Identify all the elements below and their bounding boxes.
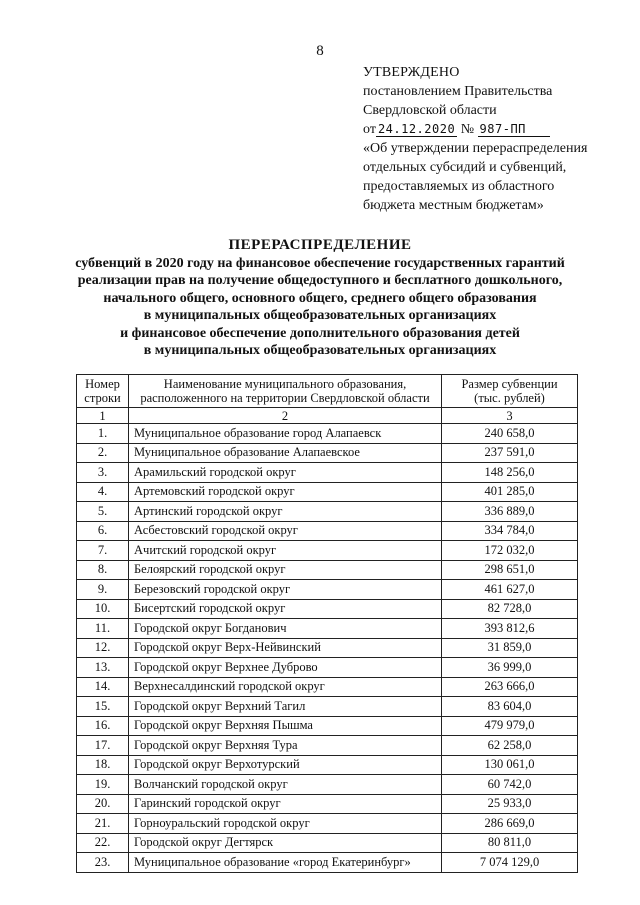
table-row [77,560,578,580]
row-amount: 130 061,0 [442,755,578,775]
table-row [77,658,578,678]
table-row [77,736,578,756]
table-row [77,502,578,522]
table-row [77,541,578,561]
row-amount: 298 651,0 [442,560,578,580]
table-row [77,794,578,814]
table-header-row [77,375,578,408]
approval-ref-line: предоставляемых из областного [363,179,555,194]
table-row [77,599,578,619]
row-name: Бисертский городской округ [129,599,442,619]
approval-block [363,63,587,215]
row-name: Асбестовский городской округ [129,521,442,541]
row-name: Городской округ Дегтярск [129,833,442,853]
row-number: 13. [77,658,129,678]
approval-ref-line: отдельных субсидий и субвенций, [363,160,567,175]
row-amount: 240 658,0 [442,424,578,444]
table-row [77,833,578,853]
row-amount: 237 591,0 [442,443,578,463]
row-number: 7. [77,541,129,561]
heading-line: в муниципальных общеобразовательных организациях [143,308,497,323]
date-prefix: от [363,122,376,137]
header-row-number [77,375,129,408]
row-name: Городской округ Верхнее Дуброво [129,658,442,678]
approval-line: постановлением Правительства [363,84,553,99]
table-row [77,580,578,600]
row-amount: 31 859,0 [442,638,578,658]
row-amount: 334 784,0 [442,521,578,541]
row-name: Арамильский городской округ [129,463,442,483]
column-index: 3 [442,408,578,424]
row-amount: 62 258,0 [442,736,578,756]
heading-line: субвенций в 2020 году на финансовое обеспечение государственных гарантий [75,255,565,271]
approval-ref-line: бюджета местным бюджетам» [363,198,544,213]
row-name: Артинский городской округ [129,502,442,522]
approval-reference [363,139,587,215]
header-text: Номер [85,376,120,391]
row-number: 20. [77,794,129,814]
row-number: 8. [77,560,129,580]
row-name: Муниципальное образование город Алапаевск [129,424,442,444]
row-number: 23. [77,853,129,873]
document-heading [0,237,640,360]
row-name: Волчанский городской округ [129,775,442,795]
header-amount [442,375,578,408]
row-amount: 60 742,0 [442,775,578,795]
approval-date-line [363,120,587,139]
row-number: 2. [77,443,129,463]
row-name: Городской округ Верхняя Тура [129,736,442,756]
row-number: 14. [77,677,129,697]
table-row [77,775,578,795]
row-amount: 479 979,0 [442,716,578,736]
row-amount: 263 666,0 [442,677,578,697]
column-index: 1 [77,408,129,424]
row-name: Верхнесалдинский городской округ [129,677,442,697]
heading-line: и финансовое обеспечение дополнительного образования детей [120,325,520,341]
row-name: Ачитский городской округ [129,541,442,561]
row-amount: 7 074 129,0 [442,853,578,873]
row-number: 10. [77,599,129,619]
heading-line: в муниципальных общеобразовательных организациях [143,343,497,358]
row-number: 4. [77,482,129,502]
row-name: Городской округ Верхний Тагил [129,697,442,717]
header-text: (тыс. рублей) [474,391,545,405]
table-row [77,463,578,483]
approval-ref-line: «Об утверждении перераспределения [363,141,588,156]
row-number: 16. [77,716,129,736]
table-row [77,482,578,502]
number-prefix: № [460,122,475,137]
subvention-table [76,374,578,873]
row-number: 15. [77,697,129,717]
row-number: 17. [77,736,129,756]
heading-line: реализации прав на получение общедоступного и бесплатного дошкольного, [77,273,563,288]
row-number: 5. [77,502,129,522]
row-name: Муниципальное образование «город Екатеринбург» [129,853,442,873]
table-row [77,638,578,658]
row-name: Артемовский городской округ [129,482,442,502]
header-text: строки [84,391,121,405]
row-amount: 336 889,0 [442,502,578,522]
row-number: 12. [77,638,129,658]
header-text: Размер субвенции [461,376,558,391]
heading-line: начального общего, основного общего, среднего общего образования [103,290,537,306]
table-row [77,697,578,717]
row-number: 19. [77,775,129,795]
approval-line: Свердловской области [363,103,497,118]
row-number: 21. [77,814,129,834]
row-number: 3. [77,463,129,483]
row-amount: 25 933,0 [442,794,578,814]
row-name: Городской округ Верх-Нейвинский [129,638,442,658]
table-row [77,853,578,873]
page-number: 8 [316,43,324,59]
table-row [77,521,578,541]
row-amount: 83 604,0 [442,697,578,717]
row-number: 22. [77,833,129,853]
row-name: Городской округ Верхотурский [129,755,442,775]
row-name: Городской округ Верхняя Пышма [129,716,442,736]
row-name: Белоярский городской округ [129,560,442,580]
table-row [77,677,578,697]
row-amount: 82 728,0 [442,599,578,619]
column-index: 2 [129,408,442,424]
row-number: 9. [77,580,129,600]
row-name: Березовский городской округ [129,580,442,600]
header-text: расположенного на территории Свердловской области [140,391,430,405]
row-name: Гаринский городской округ [129,794,442,814]
row-amount: 461 627,0 [442,580,578,600]
row-number: 11. [77,619,129,639]
row-name: Горноуральский городской округ [129,814,442,834]
row-amount: 148 256,0 [442,463,578,483]
row-name: Городской округ Богданович [129,619,442,639]
approval-date: 24.12.2020 [377,122,456,136]
row-amount: 80 811,0 [442,833,578,853]
row-amount: 401 285,0 [442,482,578,502]
table-row [77,619,578,639]
row-amount: 172 032,0 [442,541,578,561]
table-row [77,424,578,444]
approval-title: УТВЕРЖДЕНО [363,65,460,80]
row-name: Муниципальное образование Алапаевское [129,443,442,463]
header-name [129,375,442,408]
table-row [77,814,578,834]
table-row [77,716,578,736]
approval-number: 987-ПП [478,122,550,137]
table-body [77,424,578,873]
row-number: 1. [77,424,129,444]
heading-title: ПЕРЕРАСПРЕДЕЛЕНИЕ [228,237,412,253]
row-amount: 393 812,6 [442,619,578,639]
column-index-row [77,408,578,424]
table-row [77,443,578,463]
table-row [77,755,578,775]
header-text: Наименование муниципального образования, [163,376,407,391]
row-number: 6. [77,521,129,541]
row-amount: 286 669,0 [442,814,578,834]
row-number: 18. [77,755,129,775]
row-amount: 36 999,0 [442,658,578,678]
